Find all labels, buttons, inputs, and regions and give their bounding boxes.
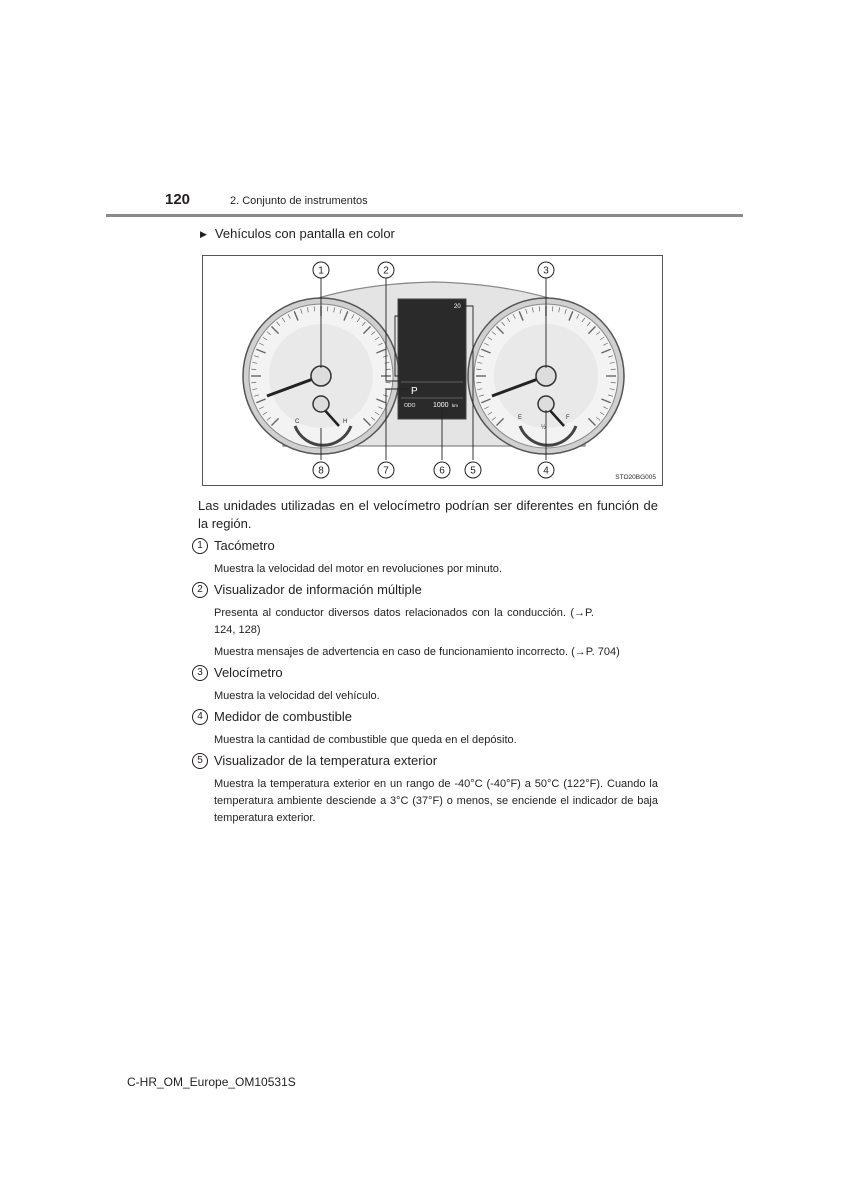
display-odo-value: 1000 xyxy=(433,402,449,409)
svg-text:F: F xyxy=(566,415,570,421)
display-odo-unit: km xyxy=(452,403,458,408)
section-title: 2. Conjunto de instrumentos xyxy=(230,195,368,207)
svg-text:C: C xyxy=(295,419,300,425)
callout-number: 2 xyxy=(383,265,389,277)
header-rule xyxy=(106,214,743,217)
svg-text:E: E xyxy=(518,415,523,421)
subheading-text: Vehículos con pantalla en color xyxy=(214,226,395,241)
callout-number: 4 xyxy=(543,465,549,477)
callout-number: 7 xyxy=(383,465,389,477)
item-desc: Muestra la temperatura exterior en un rango de -40°C (-40°F) a 50°C (122°F). Cuando la temperatura ambiente desciende a 3°C (37°F) o menos, se enciende el indicador de baja temperatura exterior. xyxy=(214,778,658,824)
item-desc: Muestra la velocidad del motor en revoluciones por minuto. xyxy=(214,563,502,575)
item-number: 2 xyxy=(192,582,208,598)
item-desc: Muestra la velocidad del vehículo. xyxy=(214,690,380,702)
instrument-cluster-illustration xyxy=(203,256,664,487)
item-number: 4 xyxy=(192,709,208,725)
item-title: Visualizador de información múltiple xyxy=(214,582,422,597)
bullet-triangle-icon: ▶ xyxy=(200,229,207,239)
footer-code: C-HR_OM_Europe_OM10531S xyxy=(127,1075,296,1089)
display-gear: P xyxy=(411,386,418,397)
callout-number: 6 xyxy=(439,465,445,477)
figure-code: STO20BG005 xyxy=(615,474,656,481)
svg-text:H: H xyxy=(343,419,348,425)
item-number: 5 xyxy=(192,753,208,769)
intro-paragraph: Las unidades utilizadas en el velocímetro podrían ser diferentes en función de la región. xyxy=(198,498,658,531)
callout-number: 3 xyxy=(543,265,549,277)
item-title: Tacómetro xyxy=(214,538,275,553)
item-desc: Presenta al conductor diversos datos relacionados con la conducción. (→P. 124, 128) xyxy=(214,607,594,636)
item-desc: Muestra la cantidad de combustible que queda en el depósito. xyxy=(214,734,517,746)
item-desc: Muestra mensajes de advertencia en caso de funcionamiento incorrecto. (→P. 704) xyxy=(214,646,620,658)
page-number: 120 xyxy=(165,191,191,208)
item-title: Visualizador de la temperatura exterior xyxy=(214,753,438,768)
multi-info-display xyxy=(398,299,466,419)
callout-number: 5 xyxy=(470,465,476,477)
display-odo-label: ODO xyxy=(404,403,416,409)
item-title: Velocímetro xyxy=(214,665,283,680)
subheading xyxy=(200,226,395,241)
display-temp: 20 xyxy=(454,304,461,310)
item-number: 1 xyxy=(192,538,208,554)
svg-text:½: ½ xyxy=(541,425,547,431)
callout-number: 8 xyxy=(318,465,324,477)
item-title: Medidor de combustible xyxy=(214,709,353,724)
item-number: 3 xyxy=(192,665,208,681)
callout-number: 1 xyxy=(318,265,324,277)
instrument-cluster-figure xyxy=(202,255,663,486)
